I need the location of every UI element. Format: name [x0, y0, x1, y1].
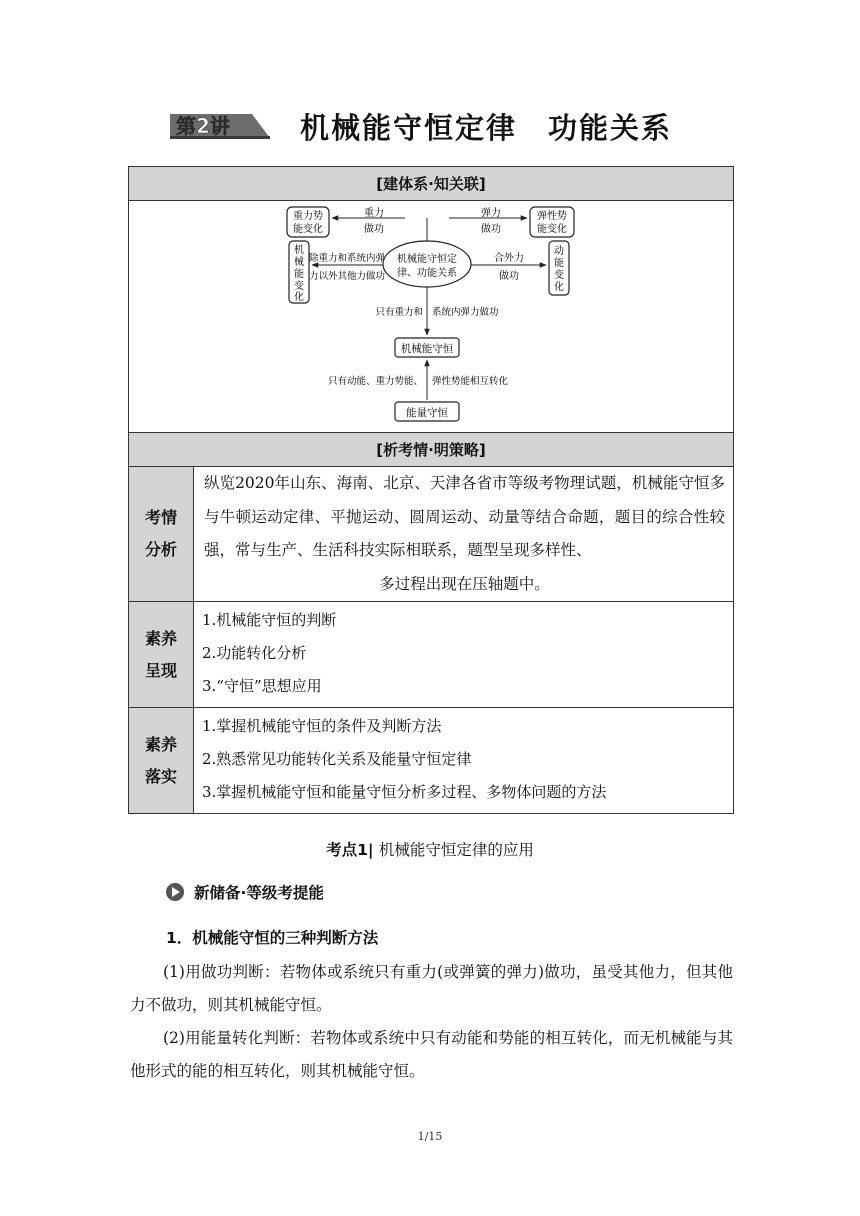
center-label-1: 机械能守恒定 — [397, 254, 457, 265]
ke-change-4: 化 — [554, 282, 564, 293]
lecture-badge — [170, 110, 270, 142]
implementation-item: 2.熟悉常见功能转化关系及能量守恒定律 — [202, 750, 472, 768]
mech-change-4: 变 — [294, 281, 304, 292]
prep-title: 新储备·等级考提能 — [194, 884, 324, 902]
gravity-work-label-2: 做功 — [364, 224, 384, 235]
elastic-pe-label-1: 弹性势 — [537, 211, 567, 222]
other-forces-label-1: 除重力和系统内弹 — [308, 253, 386, 264]
implementation-item: 1.掌握机械能守恒的条件及判断方法 — [202, 717, 442, 735]
page-header — [0, 104, 860, 152]
condition-right: 系统内弹力做功 — [432, 307, 499, 318]
competency-item: 3.“守恒”思想应用 — [202, 677, 322, 695]
elastic-work-label-1: 弹力 — [481, 208, 501, 219]
implementation-item: 3.掌握机械能守恒和能量守恒分析多过程、多物体问题的方法 — [202, 783, 607, 801]
mech-change-5: 化 — [294, 292, 304, 303]
overview-table — [128, 166, 734, 814]
section-header-system: [建体系·知关联] — [129, 167, 734, 201]
prep-heading — [166, 880, 324, 904]
row-head-analysis: 考情 分析 — [129, 467, 194, 602]
paragraph-2: (2)用能量转化判断：若物体或系统中只有动能和势能的相互转化，而无机械能与其他形式的能的相互转化，则其机械能守恒。 — [130, 1029, 733, 1080]
other-forces-label-2: 力以外其他力做功 — [308, 271, 386, 282]
method-heading: 1．机械能守恒的三种判断方法 — [166, 929, 379, 947]
ke-change-1: 动 — [554, 246, 564, 257]
exam-point-heading — [0, 838, 860, 860]
row-head-competency: 素养 呈现 — [129, 602, 194, 708]
play-circle-icon — [166, 883, 184, 901]
section-header-strategy: [析考情·明策略] — [129, 433, 734, 467]
competency-item: 1.机械能守恒的判断 — [202, 611, 337, 629]
analysis-body: 纵览2020年山东、海南、北京、天津各省市等级考物理试题，机械能守恒多与牛顿运动定律、平抛运动、圆周运动、动量等结合命题，题目的综合性较强，常与生产、生活科技实际相联系，题型呈现多样性、 — [204, 474, 726, 559]
row-head-implementation: 素养 落实 — [129, 708, 194, 814]
transform-right: 弹性势能相互转化 — [432, 376, 509, 387]
mech-change-3: 能 — [294, 269, 304, 280]
concept-diagram — [129, 201, 732, 432]
conservation-label: 机械能守恒 — [400, 343, 454, 355]
lecture-number: 第2讲 — [176, 114, 230, 138]
paragraph-1: (1)用做功判断：若物体或系统只有重力(或弹簧的弹力)做功，虽受其他力，但其他力不做功，则其机械能守恒。 — [130, 963, 733, 1014]
exam-point-title: 机械能守恒定律的应用 — [378, 841, 534, 859]
ke-change-2: 能 — [554, 258, 564, 269]
analysis-text — [194, 467, 734, 602]
page-title: 机械能守恒定律 功能关系 — [300, 111, 673, 145]
condition-left: 只有重力和 — [375, 307, 423, 318]
energy-conservation-label: 能量守恒 — [406, 407, 448, 419]
concept-diagram-cell — [129, 201, 734, 433]
competency-list — [194, 602, 734, 708]
exam-point-label: 考点1| — [326, 841, 374, 859]
transform-left: 只有动能、重力势能、 — [327, 376, 423, 387]
elastic-work-label-2: 做功 — [481, 224, 501, 235]
net-force-label-1: 合外力 — [494, 253, 524, 264]
implementation-list — [194, 708, 734, 814]
analysis-last-line: 多过程出现在压轴题中。 — [379, 574, 550, 593]
page-number: 1/15 — [417, 1130, 443, 1143]
net-force-label-2: 做功 — [499, 271, 519, 282]
mech-change-1: 机 — [294, 245, 304, 256]
gravity-work-label-1: 重力 — [364, 208, 384, 219]
gravity-pe-label-2: 能变化 — [293, 224, 323, 235]
competency-item: 2.功能转化分析 — [202, 644, 307, 662]
center-label-2: 律、功能关系 — [397, 268, 457, 279]
gravity-pe-label-1: 重力势 — [293, 211, 323, 222]
elastic-pe-label-2: 能变化 — [537, 224, 567, 235]
mech-change-2: 械 — [294, 257, 304, 268]
ke-change-3: 变 — [554, 270, 564, 281]
